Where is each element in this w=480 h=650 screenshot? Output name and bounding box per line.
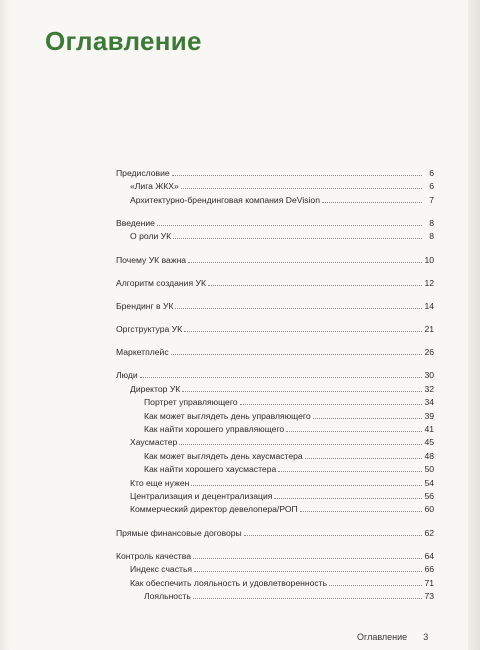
toc-entry-label: О роли УК — [130, 231, 172, 242]
toc-entry-page: 6 — [429, 181, 434, 192]
toc-entry-page: 12 — [424, 277, 434, 288]
toc-entry-label: Портрет управляющего — [144, 397, 238, 408]
toc-entry-page: 21 — [424, 324, 434, 335]
toc-entry-page: 64 — [424, 550, 434, 561]
toc-entry[interactable] — [116, 563, 434, 576]
toc-entry-label: Как может выглядеть день хаусмастера — [144, 450, 303, 461]
toc-entry-label: Индекс счастья — [130, 564, 193, 575]
page-edge-shadow — [468, 0, 480, 650]
toc-entry-page: 41 — [424, 424, 434, 435]
toc-entry[interactable] — [116, 423, 434, 436]
toc-entry[interactable] — [116, 450, 434, 463]
toc-leader-dots — [188, 254, 422, 263]
toc-entry-page: 54 — [424, 477, 434, 488]
toc-entry-label: Кто еще нужен — [130, 477, 190, 488]
toc-entry-label: Введение — [116, 217, 155, 228]
toc-entry[interactable] — [116, 396, 434, 409]
toc-leader-dots — [191, 477, 422, 486]
toc-entry[interactable] — [116, 577, 434, 590]
toc-entry-label: Люди — [116, 370, 138, 381]
toc-entry-label: Директор УК — [130, 383, 181, 394]
toc-leader-dots — [240, 396, 422, 405]
toc-entry-label: Коммерческий директор девелопера/РОП — [130, 504, 298, 515]
toc-entry-label: Как найти хорошего хаусмастера — [144, 464, 277, 475]
footer-page-number: 3 — [423, 632, 429, 642]
toc-entry-page: 71 — [424, 577, 434, 588]
toc-entry-page: 62 — [424, 527, 434, 538]
toc-entry-page: 30 — [424, 370, 434, 381]
toc-leader-dots — [181, 180, 422, 189]
toc-entry-label: Архитектурно-брендинговая компания DeVision — [130, 194, 320, 205]
toc-entry-page: 6 — [429, 168, 434, 178]
toc-leader-dots — [175, 300, 422, 309]
toc-entry-page: 48 — [424, 450, 434, 461]
toc-leader-dots — [173, 230, 422, 239]
toc-entry-label: Оргструктура УК — [116, 324, 183, 335]
toc-leader-dots — [329, 577, 422, 586]
toc-entry[interactable] — [116, 194, 434, 207]
toc-entry-page: 66 — [424, 564, 434, 575]
toc-entry[interactable] — [116, 463, 434, 476]
toc-entry-label: Брендинг в УК — [116, 300, 174, 311]
toc-leader-dots — [179, 436, 422, 445]
toc-entry-page: 50 — [424, 464, 434, 475]
toc-leader-dots — [172, 167, 422, 176]
toc-entry-page: 45 — [424, 437, 434, 448]
toc-entry[interactable] — [116, 300, 434, 313]
toc-leader-dots — [244, 527, 422, 536]
toc-entry-label: Централизация и децентрализация — [130, 491, 273, 501]
toc-leader-dots — [171, 346, 422, 355]
toc-entry-page: 32 — [424, 383, 434, 394]
toc-leader-dots — [194, 563, 422, 572]
toc-entry[interactable] — [116, 180, 434, 193]
toc-leader-dots — [313, 410, 422, 419]
toc-entry[interactable] — [116, 277, 434, 290]
toc-entry-page: 8 — [429, 217, 434, 228]
toc-entry[interactable] — [116, 490, 434, 503]
page-title: Оглавление — [45, 26, 202, 56]
toc-leader-dots — [322, 194, 422, 203]
toc-leader-dots — [193, 550, 422, 559]
page-spine-shadow — [0, 0, 10, 650]
toc-entry-page: 73 — [424, 590, 434, 601]
toc-entry[interactable] — [116, 477, 434, 490]
toc-entry[interactable] — [116, 230, 434, 243]
toc-entry-label: Предисловие — [116, 168, 170, 178]
toc-entry-label: Хаусмастер — [130, 437, 178, 448]
toc-entry[interactable] — [116, 167, 434, 180]
toc-entry-page: 56 — [424, 491, 434, 501]
toc-leader-dots — [208, 277, 422, 286]
toc-entry-label: Прямые финансовые договоры — [116, 527, 242, 538]
toc-leader-dots — [184, 323, 422, 332]
toc-entry[interactable] — [116, 383, 434, 396]
toc-entry-label: Лояльность — [144, 590, 191, 601]
toc-entry-page: 8 — [429, 231, 434, 242]
toc-entry[interactable] — [116, 436, 434, 449]
toc-entry[interactable] — [116, 254, 434, 267]
toc-entry[interactable] — [116, 369, 434, 382]
toc-entry-page: 34 — [424, 397, 434, 408]
toc-leader-dots — [182, 383, 422, 392]
toc-entry-label: Почему УК важна — [116, 254, 187, 265]
toc-leader-dots — [157, 217, 422, 226]
toc-entry[interactable] — [116, 503, 434, 516]
toc-entry-label: Контроль качества — [116, 550, 191, 561]
toc-leader-dots — [274, 490, 422, 499]
toc-entry[interactable] — [116, 323, 434, 336]
table-of-contents — [116, 167, 434, 603]
toc-leader-dots — [286, 423, 422, 432]
toc-entry-page: 7 — [429, 194, 434, 205]
toc-leader-dots — [305, 450, 422, 459]
toc-entry-label: Как может выглядеть день управляющего — [144, 410, 311, 421]
toc-leader-dots — [278, 463, 422, 472]
toc-entry[interactable] — [116, 217, 434, 230]
footer-section-title: Оглавление — [357, 632, 408, 642]
toc-entry[interactable] — [116, 527, 434, 540]
toc-entry[interactable] — [116, 550, 434, 563]
toc-entry-page: 10 — [424, 254, 434, 265]
toc-leader-dots — [193, 590, 422, 599]
toc-entry[interactable] — [116, 590, 434, 603]
toc-entry[interactable] — [116, 346, 434, 359]
toc-entry-label: Как обеспечить лояльность и удовлетворенность — [130, 577, 328, 588]
toc-entry-label: «Лига ЖКХ» — [130, 181, 179, 192]
toc-entry-label: Маркетплейс — [116, 347, 169, 358]
toc-entry-page: 26 — [424, 347, 434, 358]
page-footer — [357, 632, 428, 642]
toc-leader-dots — [300, 503, 422, 512]
toc-entry[interactable] — [116, 410, 434, 423]
toc-leader-dots — [140, 369, 422, 378]
toc-entry-label: Как найти хорошего управляющего — [144, 424, 285, 435]
toc-entry-label: Алгоритм создания УК — [116, 277, 206, 288]
toc-entry-page: 14 — [424, 300, 434, 311]
toc-entry-page: 39 — [424, 410, 434, 421]
toc-entry-page: 60 — [424, 504, 434, 515]
